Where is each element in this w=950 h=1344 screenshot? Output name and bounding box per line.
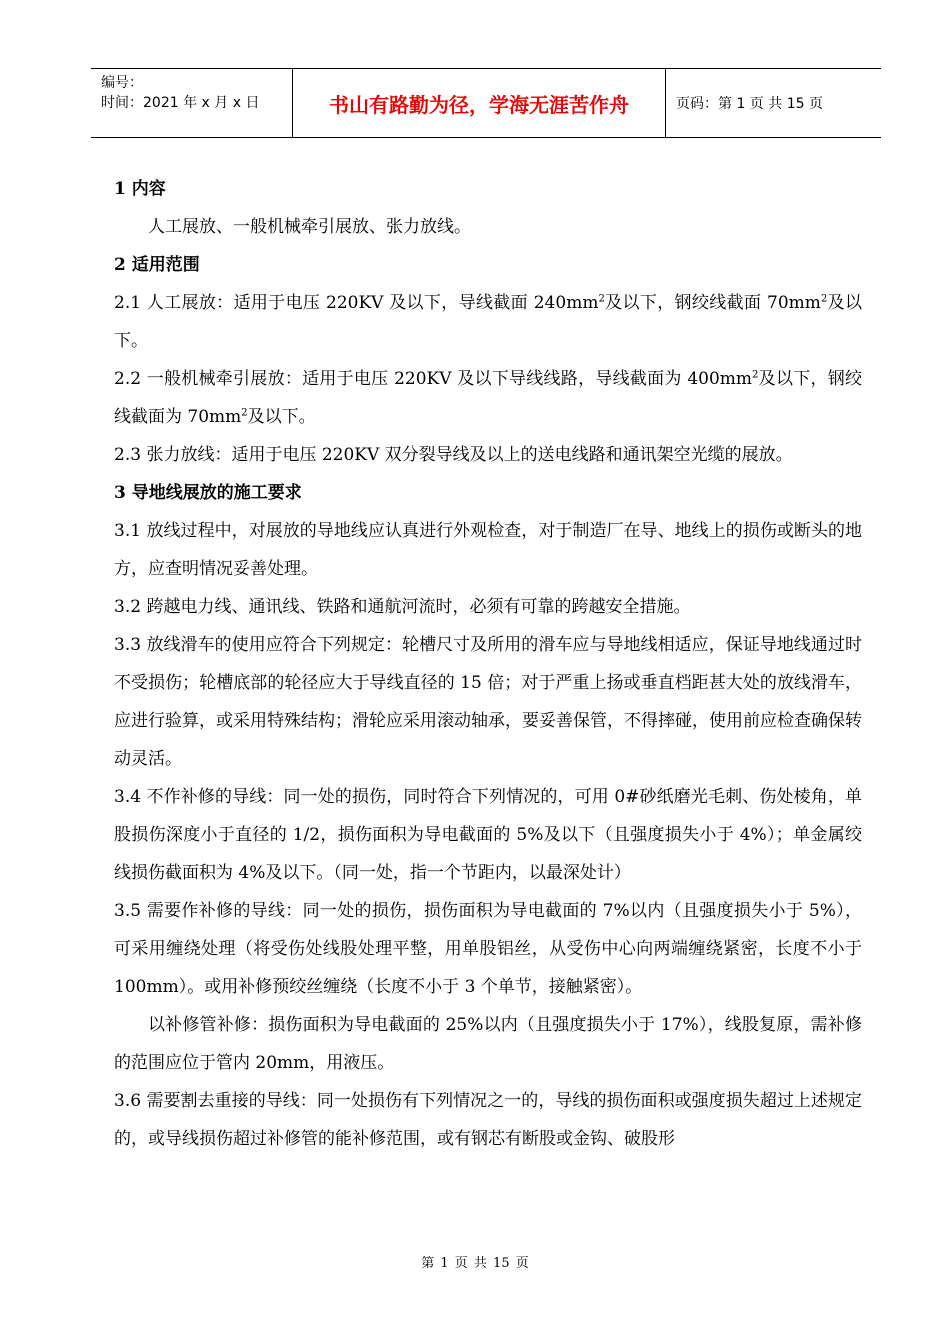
text-2-1-c: 及以下。 bbox=[114, 293, 863, 351]
superscript-2: 2 bbox=[598, 293, 605, 305]
paragraph-3-4: 3.4 不作补修的导线：同一处的损伤，同时符合下列情况的，可用 0#砂纸磨光毛刺、伤处棱角，单股损伤深度小于直径的 1/2，损伤面积为导电截面的 5%及以下（且强度损失小于 4%）；单金属绞线损伤截面积为 4%及以下。（同一处，指一个节距内，以最深处计） bbox=[114, 787, 862, 883]
paragraph-3-6: 3.6 需要割去重接的导线：同一处损伤有下列情况之一的，导线的损伤面积或强度损失超过上述规定的，或导线损伤超过补修管的能补修范围，或有钢芯有断股或金钩、破股形 bbox=[114, 1091, 862, 1149]
header-page-info: 页码：第 1 页 共 15 页 bbox=[676, 96, 823, 112]
paragraph-3-1: 3.1 放线过程中，对展放的导地线应认真进行外观检查，对于制造厂在导、地线上的损伤或断头的地方，应查明情况妥善处理。 bbox=[114, 521, 862, 579]
paragraph-2-3: 2.3 张力放线：适用于电压 220KV 双分裂导线及以上的送电线路和通讯架空光缆的展放。 bbox=[114, 445, 793, 465]
section-3-title: 3 导地线展放的施工要求 bbox=[114, 483, 302, 503]
paragraph-3-3: 3.3 放线滑车的使用应符合下列规定：轮槽尺寸及所用的滑车应与导地线相适应，保证导地线通过时不受损伤；轮槽底部的轮径应大于导线直径的 15 倍；对于严重上扬或垂直档距甚大处的放线滑车，应进行验算，或采用特殊结构；滑轮应采用滚动轴承，要妥善保管，不得摔碰，使用前应检查确保转动灵活。 bbox=[114, 635, 862, 769]
paragraph-3-2: 3.2 跨越电力线、通讯线、铁路和通航河流时，必须有可靠的跨越安全措施。 bbox=[114, 597, 691, 617]
superscript-2: 2 bbox=[820, 293, 828, 305]
time-label: 时间：2021 年 x 月 x 日 bbox=[101, 95, 260, 111]
paragraph-3-5: 3.5 需要作补修的导线：同一处的损伤，损伤面积为导电截面的 7%以内（且强度损失小于 5%），可采用缠绕处理（将受伤处线股处理平整，用单股铝丝，从受伤中心向两端缠绕紧密，长度不小于 100mm）。或用补修预绞丝缠绕（长度不小于 3 个单节，接触紧密）。 bbox=[114, 901, 862, 997]
text-2-2-c: 及以下。 bbox=[247, 407, 316, 427]
document-body bbox=[114, 170, 862, 1158]
section-1-title: 1 内容 bbox=[114, 179, 166, 199]
superscript-2: 2 bbox=[241, 407, 248, 419]
paragraph-3-5-extra: 以补修管补修：损伤面积为导电截面的 25%以内（且强度损失小于 17%），线股复原，需补修的范围应位于管内 20mm，用液压。 bbox=[114, 1015, 862, 1073]
paragraph-2-1 bbox=[114, 284, 862, 360]
number-label: 编号： bbox=[101, 75, 143, 91]
text-2-2-a: 2.2 一般机械牵引展放：适用于电压 220KV 及以下导线线路，导线截面为 400mm bbox=[114, 369, 753, 389]
superscript-2: 2 bbox=[752, 369, 759, 381]
section-2-title: 2 适用范围 bbox=[114, 255, 200, 275]
header-meta bbox=[91, 69, 292, 137]
text-2-1-a: 2.1 人工展放：适用于电压 220KV 及以下，导线截面 240mm bbox=[114, 293, 599, 313]
text-2-2-b: 及以下，钢绞线截面为 70mm bbox=[114, 369, 863, 427]
page-footer: 第 1 页 共 15 页 bbox=[421, 1256, 529, 1271]
text-2-1-b: 及以下，钢绞线截面 70mm bbox=[604, 293, 821, 313]
section-1-body: 人工展放、一般机械牵引展放、张力放线。 bbox=[148, 217, 471, 237]
header-motto: 书山有路勤为径，学海无涯苦作舟 bbox=[292, 69, 666, 137]
paragraph-2-2 bbox=[114, 360, 862, 436]
document-header bbox=[91, 68, 881, 138]
